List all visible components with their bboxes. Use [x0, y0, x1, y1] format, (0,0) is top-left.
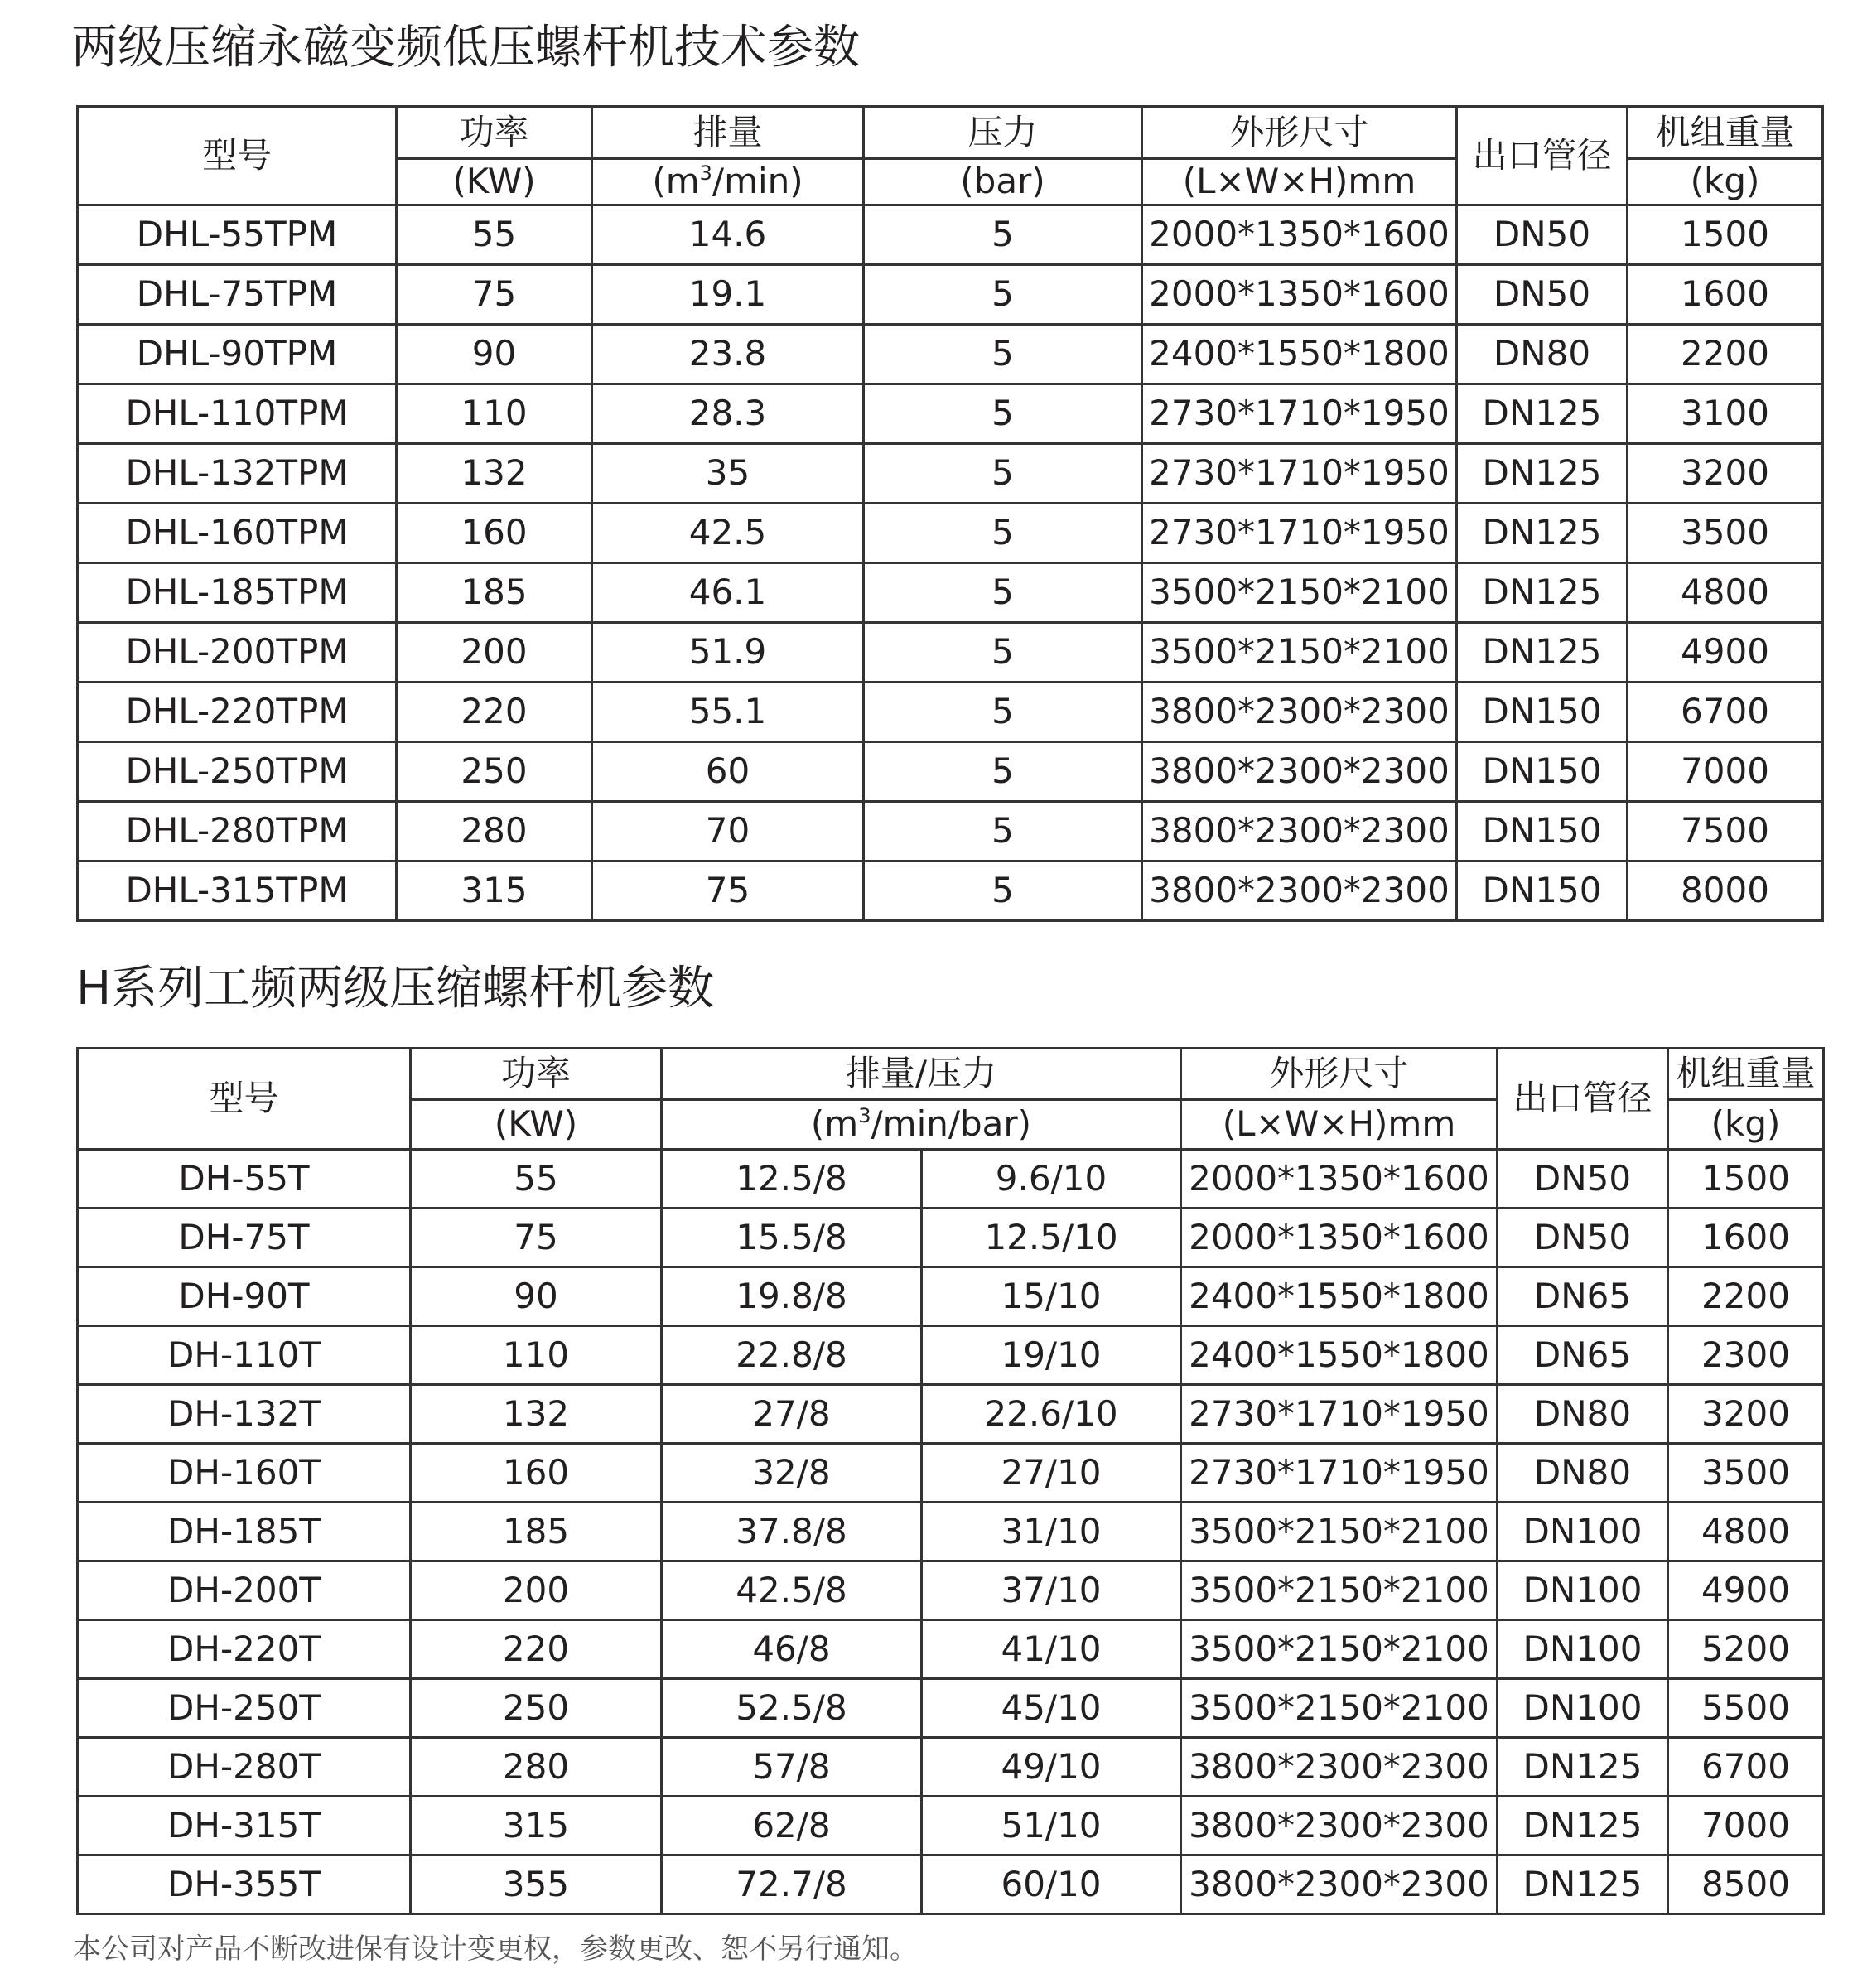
header-weight-unit: (kg): [1628, 159, 1823, 205]
model-cell: DHL-185TPM: [78, 563, 397, 623]
header-size-unit: (L×W×H)mm: [1142, 159, 1457, 205]
flow-cell: 60: [592, 742, 864, 802]
pressure-cell: 5: [864, 504, 1142, 563]
header-flow-pressure-unit: $(m^3/\min/bar)$: [662, 1100, 1181, 1150]
power-cell: 160: [411, 1444, 662, 1503]
outlet-cell: DN50: [1498, 1150, 1668, 1209]
size-cell: 3500*2150*2100: [1181, 1503, 1498, 1561]
outlet-cell: DN125: [1457, 444, 1628, 504]
weight-cell: 6700: [1668, 1738, 1824, 1797]
power-cell: 75: [397, 265, 592, 325]
header-size: 外形尺寸: [1181, 1049, 1498, 1100]
model-cell: DH-250T: [78, 1679, 411, 1738]
size-cell: 3500*2150*2100: [1142, 563, 1457, 623]
model-cell: DHL-55TPM: [78, 205, 397, 265]
model-cell: DHL-160TPM: [78, 504, 397, 563]
size-cell: 2000*1350*1600: [1181, 1150, 1498, 1209]
table-row: [78, 444, 1823, 504]
weight-cell: 4900: [1668, 1561, 1824, 1620]
size-cell: 3800*2300*2300: [1181, 1855, 1498, 1914]
flow-cell: 42.5: [592, 504, 864, 563]
weight-cell: 7000: [1668, 1797, 1824, 1855]
flow-at-10bar-cell: 51/10: [922, 1797, 1181, 1855]
flow-at-10bar-cell: 49/10: [922, 1738, 1181, 1797]
power-cell: 160: [397, 504, 592, 563]
size-cell: 2730*1710*1950: [1181, 1385, 1498, 1444]
flow-at-10bar-cell: 60/10: [922, 1855, 1181, 1914]
flow-at-8bar-cell: 62/8: [662, 1797, 922, 1855]
outlet-cell: DN150: [1457, 683, 1628, 742]
table-row: [78, 1855, 1824, 1914]
model-cell: DH-220T: [78, 1620, 411, 1679]
flow-at-10bar-cell: 37/10: [922, 1561, 1181, 1620]
outlet-cell: DN100: [1498, 1620, 1668, 1679]
weight-cell: 7500: [1628, 802, 1823, 861]
flow-at-8bar-cell: 42.5/8: [662, 1561, 922, 1620]
weight-cell: 3500: [1628, 504, 1823, 563]
flow-at-8bar-cell: 15.5/8: [662, 1209, 922, 1267]
pressure-cell: 5: [864, 205, 1142, 265]
weight-cell: 1500: [1628, 205, 1823, 265]
model-cell: DHL-200TPM: [78, 623, 397, 683]
header-weight-unit: (kg): [1668, 1100, 1824, 1150]
outlet-cell: DN80: [1498, 1385, 1668, 1444]
table-row: [78, 205, 1823, 265]
flow-cell: 75: [592, 861, 864, 921]
flow-cell: 14.6: [592, 205, 864, 265]
flow-at-8bar-cell: 72.7/8: [662, 1855, 922, 1914]
header-power-unit: (KW): [397, 159, 592, 205]
flow-at-8bar-cell: 32/8: [662, 1444, 922, 1503]
model-cell: DH-110T: [78, 1326, 411, 1385]
size-cell: 2730*1710*1950: [1142, 384, 1457, 444]
header-power: 功率: [411, 1049, 662, 1100]
outlet-cell: DN65: [1498, 1267, 1668, 1326]
power-cell: 55: [411, 1150, 662, 1209]
table-row: [78, 683, 1823, 742]
outlet-cell: DN100: [1498, 1503, 1668, 1561]
flow-at-10bar-cell: 27/10: [922, 1444, 1181, 1503]
table-row: [78, 1326, 1824, 1385]
power-cell: 90: [411, 1267, 662, 1326]
table-row: [78, 504, 1823, 563]
model-cell: DHL-132TPM: [78, 444, 397, 504]
table-row: [78, 1267, 1824, 1326]
outlet-cell: DN125: [1457, 563, 1628, 623]
size-cell: 2730*1710*1950: [1181, 1444, 1498, 1503]
power-cell: 110: [397, 384, 592, 444]
outlet-cell: DN125: [1457, 504, 1628, 563]
flow-cell: 51.9: [592, 623, 864, 683]
weight-cell: 7000: [1628, 742, 1823, 802]
pressure-cell: 5: [864, 384, 1142, 444]
header-pressure: 压力: [864, 107, 1142, 159]
model-cell: DHL-75TPM: [78, 265, 397, 325]
table-row: [78, 623, 1823, 683]
size-cell: 2400*1550*1800: [1181, 1326, 1498, 1385]
table-row: [78, 1561, 1824, 1620]
model-cell: DHL-315TPM: [78, 861, 397, 921]
outlet-cell: DN80: [1457, 325, 1628, 384]
flow-at-10bar-cell: 31/10: [922, 1503, 1181, 1561]
flow-cell: 46.1: [592, 563, 864, 623]
outlet-cell: DN125: [1498, 1797, 1668, 1855]
weight-cell: 2300: [1668, 1326, 1824, 1385]
size-cell: 2400*1550*1800: [1142, 325, 1457, 384]
header-model: 型号: [78, 107, 397, 205]
power-cell: 185: [397, 563, 592, 623]
outlet-cell: DN65: [1498, 1326, 1668, 1385]
flow-cell: 19.1: [592, 265, 864, 325]
outlet-cell: DN125: [1498, 1855, 1668, 1914]
header-model: 型号: [78, 1049, 411, 1150]
size-cell: 3500*2150*2100: [1181, 1620, 1498, 1679]
pressure-cell: 5: [864, 444, 1142, 504]
outlet-cell: DN100: [1498, 1679, 1668, 1738]
pressure-cell: 5: [864, 683, 1142, 742]
disclaimer-note: 本公司对产品不断改进保有设计变更权，参数更改、恕不另行通知。: [73, 1933, 918, 1966]
model-cell: DH-185T: [78, 1503, 411, 1561]
flow-cell: 55.1: [592, 683, 864, 742]
table-row: [78, 265, 1823, 325]
weight-cell: 3500: [1668, 1444, 1824, 1503]
table-row: [78, 861, 1823, 921]
weight-cell: 1600: [1628, 265, 1823, 325]
model-cell: DHL-220TPM: [78, 683, 397, 742]
outlet-cell: DN125: [1457, 384, 1628, 444]
power-cell: 132: [411, 1385, 662, 1444]
weight-cell: 3200: [1628, 444, 1823, 504]
header-flow-unit: $(m^3/\min)$: [592, 159, 864, 205]
size-cell: 3500*2150*2100: [1181, 1679, 1498, 1738]
size-cell: 2730*1710*1950: [1142, 444, 1457, 504]
outlet-cell: DN50: [1457, 265, 1628, 325]
outlet-cell: DN125: [1498, 1738, 1668, 1797]
power-cell: 315: [397, 861, 592, 921]
power-cell: 220: [397, 683, 592, 742]
size-cell: 2400*1550*1800: [1181, 1267, 1498, 1326]
model-cell: DH-90T: [78, 1267, 411, 1326]
table-row: [78, 325, 1823, 384]
model-cell: DH-315T: [78, 1797, 411, 1855]
model-cell: DHL-110TPM: [78, 384, 397, 444]
table-row: [78, 1444, 1824, 1503]
weight-cell: 3200: [1668, 1385, 1824, 1444]
power-cell: 200: [411, 1561, 662, 1620]
header-pressure-unit: (bar): [864, 159, 1142, 205]
header-power: 功率: [397, 107, 592, 159]
outlet-cell: DN150: [1457, 742, 1628, 802]
outlet-cell: DN150: [1457, 861, 1628, 921]
power-cell: 315: [411, 1797, 662, 1855]
size-cell: 3800*2300*2300: [1181, 1738, 1498, 1797]
flow-at-10bar-cell: 12.5/10: [922, 1209, 1181, 1267]
flow-at-8bar-cell: 12.5/8: [662, 1150, 922, 1209]
size-cell: 3500*2150*2100: [1181, 1561, 1498, 1620]
flow-at-10bar-cell: 15/10: [922, 1267, 1181, 1326]
spec-table-h-series: [76, 1047, 1825, 1915]
model-cell: DHL-280TPM: [78, 802, 397, 861]
size-cell: 3800*2300*2300: [1181, 1797, 1498, 1855]
header-size: 外形尺寸: [1142, 107, 1457, 159]
flow-cell: 23.8: [592, 325, 864, 384]
pressure-cell: 5: [864, 563, 1142, 623]
model-cell: DH-132T: [78, 1385, 411, 1444]
weight-cell: 6700: [1628, 683, 1823, 742]
size-cell: 2000*1350*1600: [1142, 205, 1457, 265]
power-cell: 250: [397, 742, 592, 802]
table-row: [78, 563, 1823, 623]
model-cell: DH-200T: [78, 1561, 411, 1620]
pressure-cell: 5: [864, 861, 1142, 921]
size-cell: 3800*2300*2300: [1142, 802, 1457, 861]
power-cell: 90: [397, 325, 592, 384]
table-row: [78, 1679, 1824, 1738]
power-cell: 280: [397, 802, 592, 861]
model-cell: DH-75T: [78, 1209, 411, 1267]
flow-at-8bar-cell: 27/8: [662, 1385, 922, 1444]
power-cell: 75: [411, 1209, 662, 1267]
flow-at-8bar-cell: 37.8/8: [662, 1503, 922, 1561]
weight-cell: 2200: [1628, 325, 1823, 384]
table1-title: 两级压缩永磁变频低压螺杆机技术参数: [71, 21, 860, 75]
header-outlet: 出口管径: [1457, 107, 1628, 205]
flow-cell: 70: [592, 802, 864, 861]
model-cell: DHL-90TPM: [78, 325, 397, 384]
outlet-cell: DN100: [1498, 1561, 1668, 1620]
flow-at-10bar-cell: 9.6/10: [922, 1150, 1181, 1209]
flow-at-8bar-cell: 57/8: [662, 1738, 922, 1797]
flow-at-10bar-cell: 22.6/10: [922, 1385, 1181, 1444]
flow-at-8bar-cell: 52.5/8: [662, 1679, 922, 1738]
table-row: [78, 802, 1823, 861]
weight-cell: 5200: [1668, 1620, 1824, 1679]
model-cell: DH-55T: [78, 1150, 411, 1209]
header-weight: 机组重量: [1668, 1049, 1824, 1100]
outlet-cell: DN80: [1498, 1444, 1668, 1503]
power-cell: 355: [411, 1855, 662, 1914]
power-cell: 55: [397, 205, 592, 265]
weight-cell: 4800: [1668, 1503, 1824, 1561]
model-cell: DH-355T: [78, 1855, 411, 1914]
weight-cell: 2200: [1668, 1267, 1824, 1326]
outlet-cell: DN50: [1498, 1209, 1668, 1267]
table-row: [78, 1150, 1824, 1209]
table-row: [78, 1620, 1824, 1679]
table2-title: H系列工频两级压缩螺杆机参数: [76, 962, 715, 1016]
size-cell: 3800*2300*2300: [1142, 742, 1457, 802]
outlet-cell: DN50: [1457, 205, 1628, 265]
weight-cell: 4800: [1628, 563, 1823, 623]
weight-cell: 3100: [1628, 384, 1823, 444]
outlet-cell: DN125: [1457, 623, 1628, 683]
flow-at-8bar-cell: 46/8: [662, 1620, 922, 1679]
pressure-cell: 5: [864, 742, 1142, 802]
weight-cell: 8500: [1668, 1855, 1824, 1914]
weight-cell: 8000: [1628, 861, 1823, 921]
power-cell: 220: [411, 1620, 662, 1679]
size-cell: 3500*2150*2100: [1142, 623, 1457, 683]
flow-cell: 28.3: [592, 384, 864, 444]
weight-cell: 1500: [1668, 1150, 1824, 1209]
flow-cell: 35: [592, 444, 864, 504]
power-cell: 200: [397, 623, 592, 683]
spec-table-permanent-magnet: [76, 105, 1824, 922]
weight-cell: 1600: [1668, 1209, 1824, 1267]
pressure-cell: 5: [864, 325, 1142, 384]
table-row: [78, 384, 1823, 444]
power-cell: 250: [411, 1679, 662, 1738]
flow-at-8bar-cell: 22.8/8: [662, 1326, 922, 1385]
model-cell: DHL-250TPM: [78, 742, 397, 802]
header-flow-pressure: 排量/压力: [662, 1049, 1181, 1100]
table-row: [78, 742, 1823, 802]
size-cell: 2000*1350*1600: [1181, 1209, 1498, 1267]
flow-at-10bar-cell: 41/10: [922, 1620, 1181, 1679]
size-cell: 2000*1350*1600: [1142, 265, 1457, 325]
table-row: [78, 1209, 1824, 1267]
header-power-unit: (KW): [411, 1100, 662, 1150]
header-outlet: 出口管径: [1498, 1049, 1668, 1150]
power-cell: 132: [397, 444, 592, 504]
size-cell: 3800*2300*2300: [1142, 683, 1457, 742]
weight-cell: 5500: [1668, 1679, 1824, 1738]
model-cell: DH-280T: [78, 1738, 411, 1797]
flow-at-8bar-cell: 19.8/8: [662, 1267, 922, 1326]
header-weight: 机组重量: [1628, 107, 1823, 159]
table-row: [78, 1503, 1824, 1561]
power-cell: 110: [411, 1326, 662, 1385]
table-row: [78, 1385, 1824, 1444]
pressure-cell: 5: [864, 802, 1142, 861]
table-row: [78, 1738, 1824, 1797]
flow-at-10bar-cell: 45/10: [922, 1679, 1181, 1738]
flow-at-10bar-cell: 19/10: [922, 1326, 1181, 1385]
pressure-cell: 5: [864, 265, 1142, 325]
header-size-unit: (L×W×H)mm: [1181, 1100, 1498, 1150]
size-cell: 3800*2300*2300: [1142, 861, 1457, 921]
model-cell: DH-160T: [78, 1444, 411, 1503]
header-flow: 排量: [592, 107, 864, 159]
power-cell: 280: [411, 1738, 662, 1797]
weight-cell: 4900: [1628, 623, 1823, 683]
table-row: [78, 1797, 1824, 1855]
outlet-cell: DN150: [1457, 802, 1628, 861]
pressure-cell: 5: [864, 623, 1142, 683]
power-cell: 185: [411, 1503, 662, 1561]
size-cell: 2730*1710*1950: [1142, 504, 1457, 563]
